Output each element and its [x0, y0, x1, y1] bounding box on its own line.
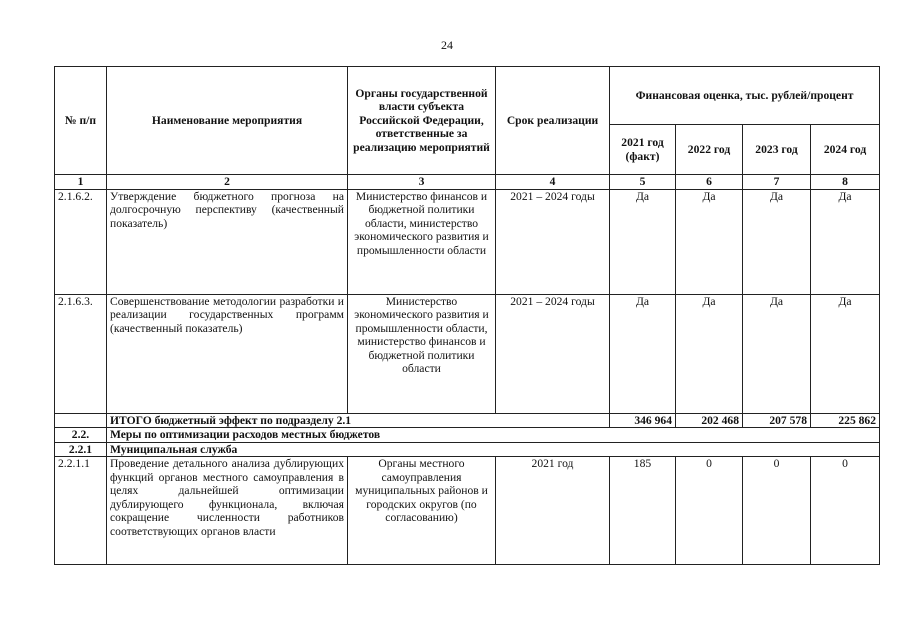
col-number: 6	[676, 175, 743, 190]
row-value-2024: Да	[811, 189, 880, 294]
row-value-2023: Да	[743, 294, 811, 413]
total-label: ИТОГО бюджетный эффект по подразделу 2.1	[107, 413, 610, 428]
section-row	[55, 428, 880, 443]
row-name: Совершенствование методологии разработки и реализации государственных программ (качественный показатель)	[107, 294, 348, 413]
header-year-2024: 2024 год	[811, 125, 880, 175]
row-num: 2.1.6.2.	[55, 189, 107, 294]
row-name: Проведение детального анализа дублирующих функций органов местного самоуправления в целях дальнейшей оптимизации дублирующего функционала, включая сокращение численности работников соответствующих органов власти	[107, 457, 348, 565]
header-finance: Финансовая оценка, тыс. рублей/процент	[610, 67, 880, 125]
row-value-2022: Да	[676, 294, 743, 413]
header-year-2022: 2022 год	[676, 125, 743, 175]
col-number: 7	[743, 175, 811, 190]
total-value-2022: 202 468	[676, 413, 743, 428]
col-number: 2	[107, 175, 348, 190]
header-name: Наименование мероприятия	[107, 67, 348, 175]
subsection-num: 2.2.1	[55, 442, 107, 457]
header-organs: Органы государственной власти субъекта Российской Федерации, ответственные за реализацию мероприятий	[348, 67, 496, 175]
row-period: 2021 – 2024 годы	[496, 189, 610, 294]
col-number: 3	[348, 175, 496, 190]
col-number: 5	[610, 175, 676, 190]
measures-table	[54, 66, 880, 565]
row-value-2021: Да	[610, 189, 676, 294]
column-numbers-row	[55, 175, 880, 190]
row-period: 2021 – 2024 годы	[496, 294, 610, 413]
row-value-2022: Да	[676, 189, 743, 294]
row-value-2021: 185	[610, 457, 676, 565]
total-value-2023: 207 578	[743, 413, 811, 428]
total-value-2021: 346 964	[610, 413, 676, 428]
total-value-2024: 225 862	[811, 413, 880, 428]
total-row	[55, 413, 880, 428]
row-name: Утверждение бюджетного прогноза на долгосрочную перспективу (качественный показатель)	[107, 189, 348, 294]
header-year-2021: 2021 год (факт)	[610, 125, 676, 175]
row-num: 2.2.1.1	[55, 457, 107, 565]
header-year-2023: 2023 год	[743, 125, 811, 175]
table-row	[55, 294, 880, 413]
row-value-2023: 0	[743, 457, 811, 565]
header-num: № п/п	[55, 67, 107, 175]
page-number: 24	[441, 38, 453, 52]
table-row	[55, 457, 880, 565]
row-value-2022: 0	[676, 457, 743, 565]
subsection-row	[55, 442, 880, 457]
section-title: Меры по оптимизации расходов местных бюджетов	[107, 428, 880, 443]
row-period: 2021 год	[496, 457, 610, 565]
row-organs: Министерство экономического развития и промышленности области, министерство финансов и бюджетной политики области	[348, 294, 496, 413]
row-value-2024: Да	[811, 294, 880, 413]
table-row	[55, 189, 880, 294]
row-organs: Органы местного самоуправления муниципальных районов и городских округов (по согласованию)	[348, 457, 496, 565]
row-value-2024: 0	[811, 457, 880, 565]
row-value-2023: Да	[743, 189, 811, 294]
section-num: 2.2.	[55, 428, 107, 443]
col-number: 8	[811, 175, 880, 190]
row-num: 2.1.6.3.	[55, 294, 107, 413]
subsection-title: Муниципальная служба	[107, 442, 880, 457]
row-value-2021: Да	[610, 294, 676, 413]
col-number: 1	[55, 175, 107, 190]
col-number: 4	[496, 175, 610, 190]
row-organs: Министерство финансов и бюджетной политики области, министерство экономического развития и промышленности области	[348, 189, 496, 294]
header-period: Срок реализации	[496, 67, 610, 175]
